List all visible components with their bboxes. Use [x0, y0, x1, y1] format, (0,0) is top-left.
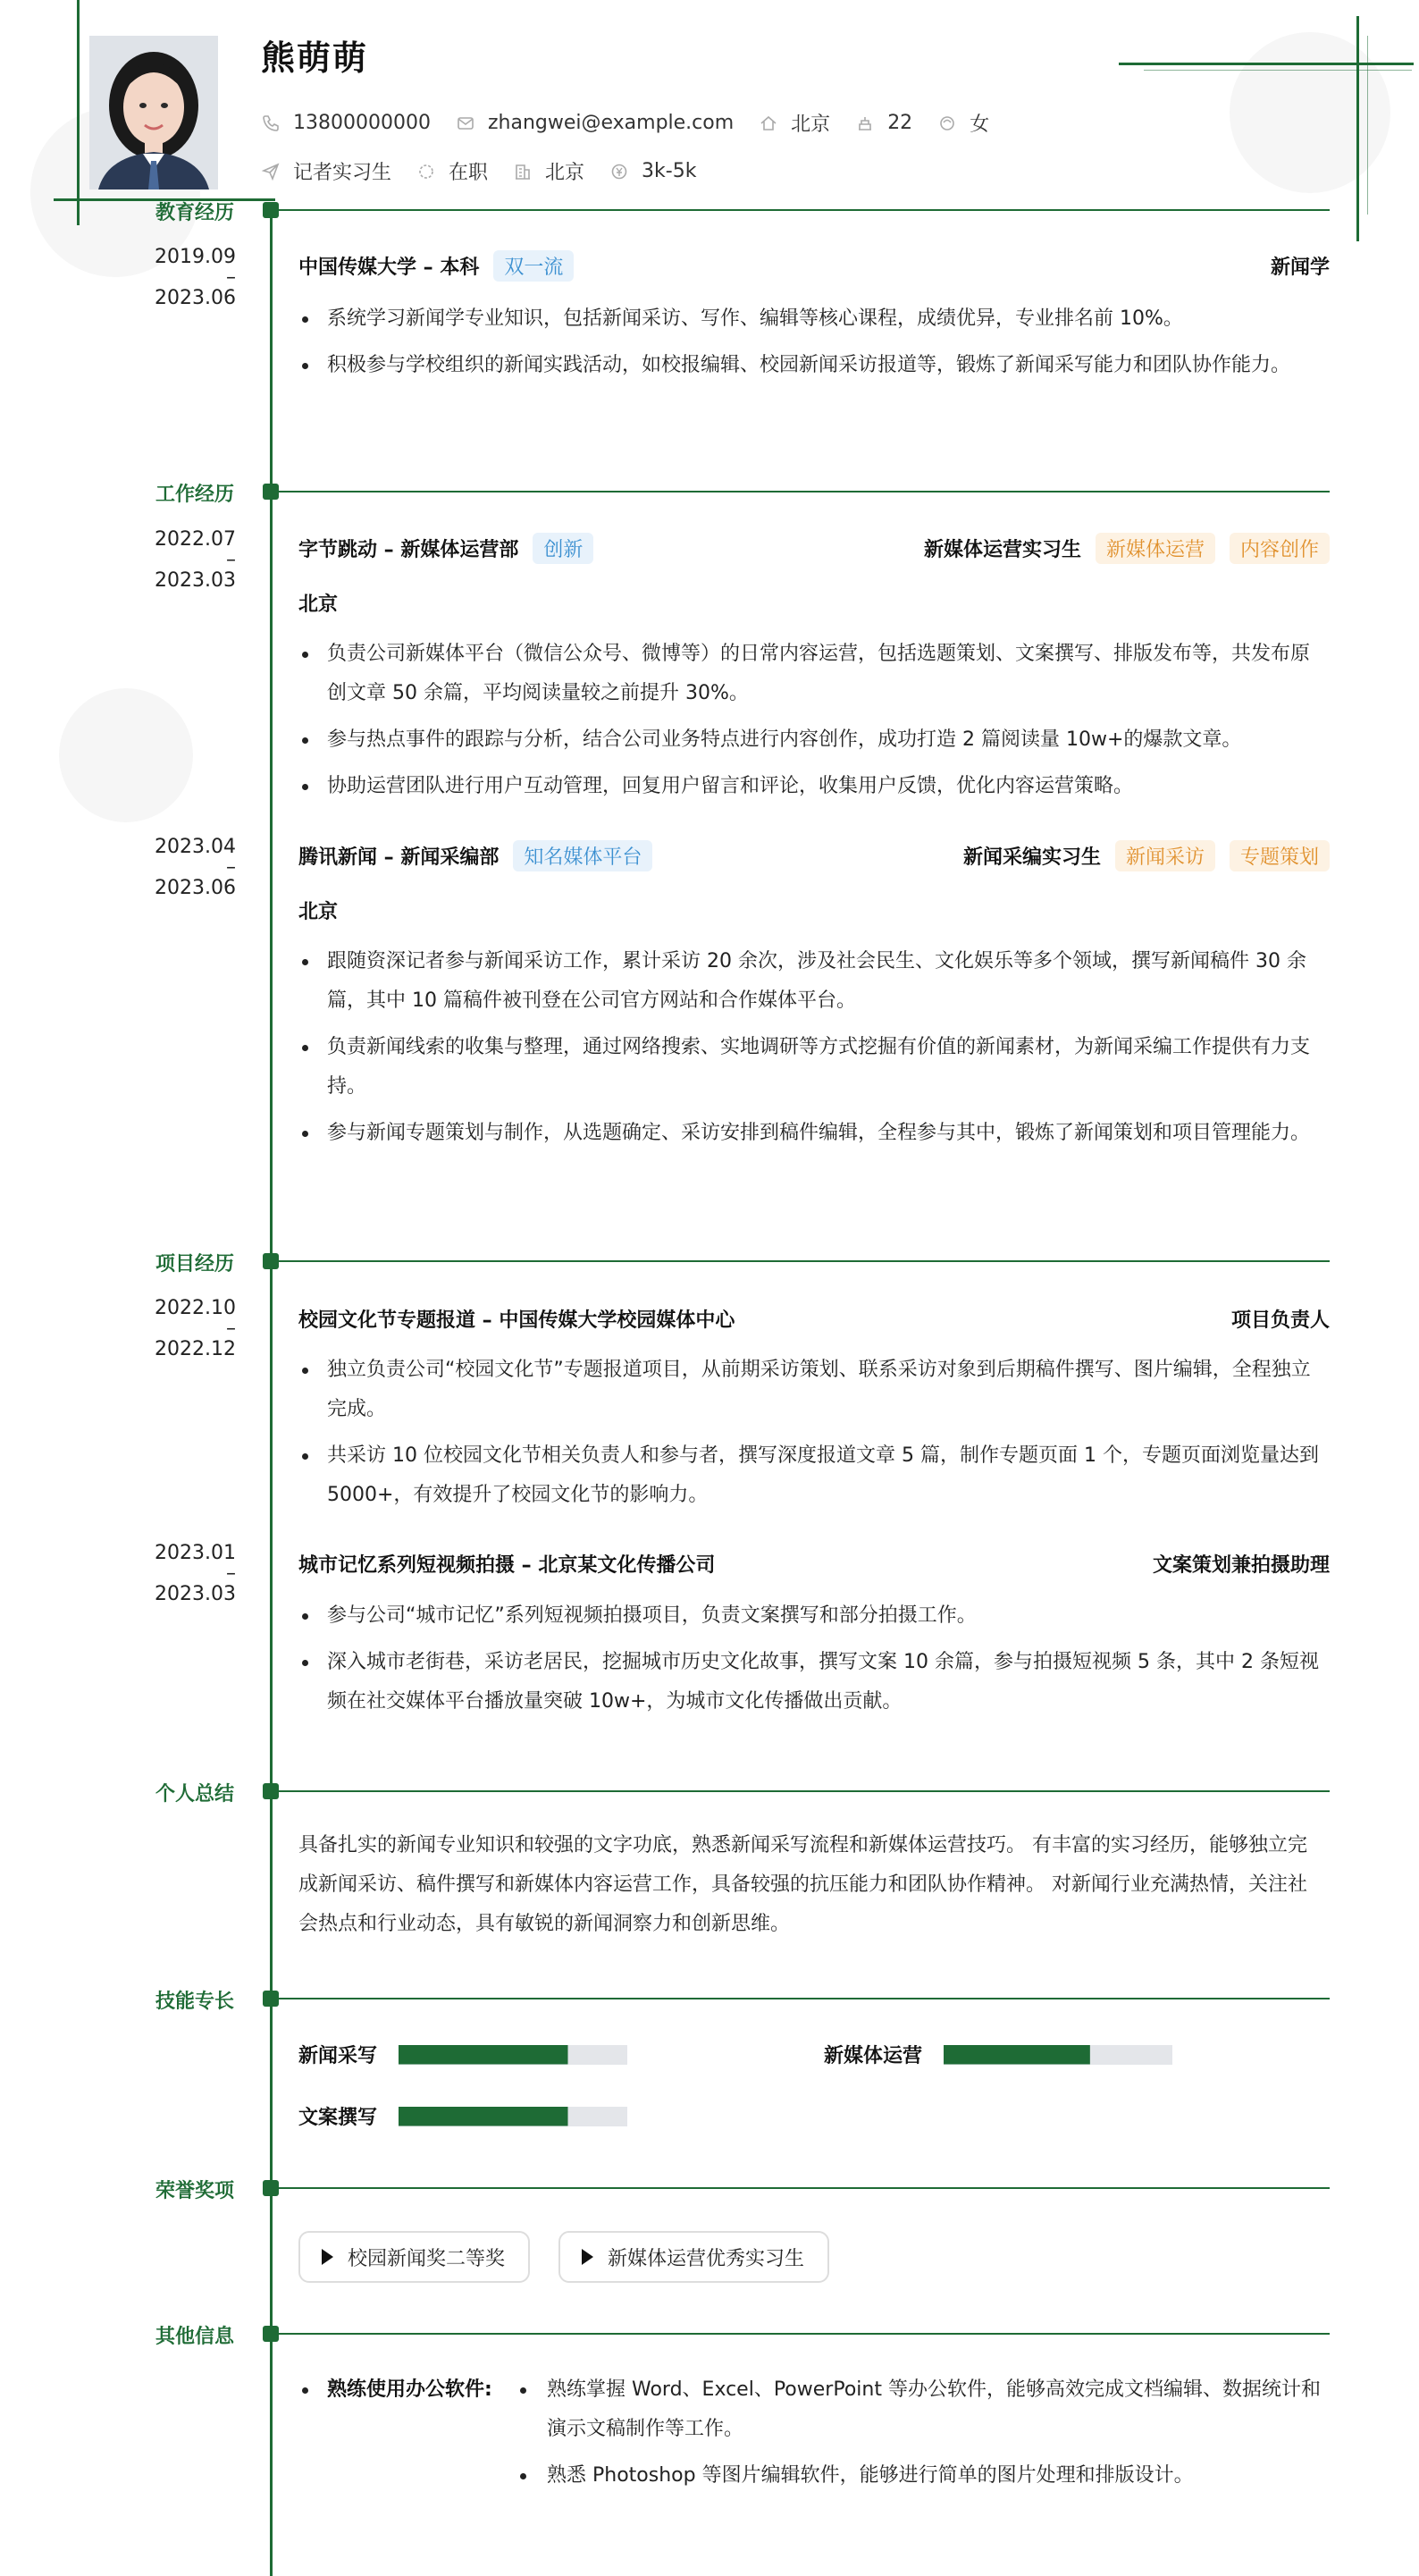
major: 新闻学	[1270, 257, 1330, 279]
skill-bar	[399, 2045, 627, 2065]
list-item: 熟练掌握 Word、Excel、PowerPoint 等办公软件，能够高效完成文档编辑、数据统计和演示文稿制作等工作。	[516, 2370, 1328, 2449]
section-divider	[279, 1260, 1330, 1262]
date-end: 2023.03	[155, 1583, 236, 1605]
skill-item	[298, 2041, 627, 2068]
skill-bar-fill	[399, 2107, 567, 2126]
status-text: 在职	[449, 162, 489, 184]
contact-row	[261, 109, 1014, 137]
target-city-text: 北京	[545, 162, 585, 184]
skill-item	[824, 2041, 1172, 2068]
entry-header	[298, 533, 1330, 564]
candidate-name: 熊萌萌	[261, 38, 369, 78]
list-item: 跟随资深记者参与新闻采访工作，累计采访 20 余次，涉及社会民生、文化娱乐等多个领域，撰写新闻稿件 30 余篇，其中 10 篇稿件被刊登在公司官方网站和合作媒体平台。	[298, 942, 1326, 1021]
section-title-awards: 荣誉奖项	[155, 2180, 234, 2202]
gender-text: 女	[970, 114, 990, 136]
skill-bar	[944, 2045, 1172, 2065]
play-icon	[582, 2249, 593, 2265]
section-divider	[279, 2333, 1330, 2335]
date-sep: –	[226, 549, 236, 571]
section-title-other: 其他信息	[155, 2326, 234, 2348]
bullet-list	[516, 2370, 1328, 2503]
date-sep: –	[226, 266, 236, 289]
entry-date	[143, 247, 236, 308]
mail-icon	[456, 114, 475, 133]
skill-name: 新媒体运营	[824, 2045, 923, 2067]
send-icon	[261, 162, 281, 181]
school-title: 中国传媒大学 – 本科	[298, 257, 480, 279]
decor-circle	[59, 688, 193, 822]
play-icon	[322, 2249, 333, 2265]
section-title-work: 工作经历	[155, 484, 234, 506]
section-divider	[279, 1790, 1330, 1792]
entry-header	[298, 250, 1330, 282]
avatar	[89, 36, 218, 189]
gender-item	[937, 109, 989, 137]
skill-bar-fill	[399, 2045, 567, 2065]
decor-line	[1144, 70, 1412, 71]
date-end: 2023.06	[155, 877, 236, 899]
role-tag: 新闻采访	[1115, 840, 1215, 871]
entry-header	[298, 840, 1330, 871]
entry-header	[298, 1550, 1330, 1578]
award-text: 新媒体运营优秀实习生	[608, 2247, 805, 2270]
section-marker	[263, 1783, 279, 1799]
job-location: 北京	[298, 593, 339, 616]
section-divider	[279, 1998, 1330, 1999]
entry-date	[143, 529, 236, 591]
role-tag: 新媒体运营	[1096, 533, 1215, 564]
section-title-summary: 个人总结	[155, 1783, 234, 1806]
phone-item	[261, 112, 431, 134]
bullet-list	[298, 1351, 1326, 1522]
list-item: 熟悉 Photoshop 等图片编辑软件，能够进行简单的图片处理和排版设计。	[516, 2456, 1328, 2496]
status-icon	[416, 162, 436, 181]
date-sep: –	[226, 1562, 236, 1585]
status-item	[416, 157, 488, 185]
target-job-text: 记者实习生	[293, 162, 392, 184]
entry-header	[298, 1305, 1330, 1333]
entry-date	[143, 837, 236, 898]
age-text: 22	[887, 112, 913, 134]
award-text: 校园新闻奖二等奖	[348, 2247, 506, 2270]
section-title-skills: 技能专长	[155, 1991, 234, 2013]
list-item: 参与新闻专题策划与制作，从选题确定、采访安排到稿件编辑，全程参与其中，锻炼了新闻策划和项目管理能力。	[298, 1114, 1326, 1153]
project-title: 校园文化节专题报道 – 中国传媒大学校园媒体中心	[298, 1309, 735, 1332]
date-start: 2022.07	[155, 528, 236, 551]
bullet-list	[298, 635, 1326, 813]
hometown-text: 北京	[791, 114, 831, 136]
section-divider	[279, 2187, 1330, 2189]
email-text: zhangwei@example.com	[487, 112, 735, 134]
building-icon	[513, 162, 533, 181]
school-tag: 双一流	[493, 250, 574, 282]
job-row	[261, 157, 721, 185]
job-location: 北京	[298, 901, 339, 923]
project-role: 文案策划兼拍摄助理	[1152, 1554, 1330, 1577]
date-start: 2019.09	[155, 246, 236, 268]
company-tag: 创新	[533, 533, 593, 564]
role-tag: 专题策划	[1230, 840, 1330, 871]
section-divider	[279, 491, 1330, 492]
award-badge	[558, 2231, 829, 2283]
company-title: 腾讯新闻 – 新闻采编部	[298, 846, 500, 869]
decor-line	[1356, 16, 1359, 241]
target-job-item	[261, 157, 391, 185]
section-marker	[263, 1991, 279, 2007]
summary-text: 具备扎实的新闻专业知识和较强的文字功底，熟悉新闻采写流程和新媒体运营技巧。 有丰富的实习经历，能够独立完成新闻采访、稿件撰写和新媒体内容运营工作，具备较强的抗压能力和团队协作精神。 对新闻行业充满热情，关注社会热点和行业动态，具有敏锐的新闻洞察力和创新思维。	[298, 1834, 1307, 1935]
date-sep: –	[226, 856, 236, 879]
skill-item	[298, 2102, 627, 2130]
list-item: 积极参与学校组织的新闻实践活动，如校报编辑、校园新闻采访报道等，锻炼了新闻采写能力和团队协作能力。	[298, 346, 1326, 385]
list-item: 协助运营团队进行用户互动管理，回复用户留言和评论，收集用户反馈，优化内容运营策略。	[298, 767, 1326, 806]
email-item	[456, 112, 734, 134]
job-role: 新媒体运营实习生	[923, 539, 1081, 561]
section-marker	[263, 2326, 279, 2342]
list-item: 参与公司“城市记忆”系列短视频拍摄项目，负责文案撰写和部分拍摄工作。	[298, 1596, 1326, 1636]
section-marker	[263, 1253, 279, 1269]
project-role: 项目负责人	[1230, 1309, 1330, 1332]
date-sep: –	[226, 1317, 236, 1340]
list-item: 系统学习新闻学专业知识，包括新闻采访、写作、编辑等核心课程，成绩优异，专业排名前 10%。	[298, 299, 1326, 339]
other-label: 熟练使用办公软件:	[327, 2378, 492, 2401]
list-item: 共采访 10 位校园文化节相关负责人和参与者，撰写深度报道文章 5 篇，制作专题页面 1 个，专题页面浏览量达到 5000+，有效提升了校园文化节的影响力。	[298, 1436, 1326, 1515]
section-marker	[263, 2180, 279, 2196]
age-item	[855, 112, 912, 134]
date-start: 2023.04	[155, 836, 236, 858]
section-divider	[279, 209, 1330, 211]
role-tag: 内容创作	[1230, 533, 1330, 564]
award-badge	[298, 2231, 530, 2283]
list-item: 负责公司新媒体平台（微信公众号、微博等）的日常内容运营，包括选题策划、文案撰写、排版发布等，共发布原创文章 50 余篇，平均阅读量较之前提升 30%。	[298, 635, 1326, 713]
date-end: 2023.06	[155, 287, 236, 309]
entry-date	[143, 1543, 236, 1604]
salary-text: 3k-5k	[642, 160, 697, 182]
hometown-item	[759, 109, 830, 137]
skill-bar	[399, 2107, 627, 2126]
decor-circle	[1230, 32, 1390, 193]
bullet-list	[298, 942, 1326, 1160]
company-title: 字节跳动 – 新媒体运营部	[298, 539, 519, 561]
section-marker	[263, 484, 279, 500]
skill-bar-fill	[944, 2045, 1090, 2065]
money-icon	[609, 162, 629, 181]
skill-name: 文案撰写	[298, 2107, 378, 2129]
gender-icon	[937, 114, 957, 133]
list-item: 参与热点事件的跟踪与分析，结合公司业务特点进行内容创作，成功打造 2 篇阅读量 10w+的爆款文章。	[298, 720, 1326, 760]
section-title-project: 项目经历	[155, 1253, 234, 1275]
bullet-list	[298, 299, 1326, 392]
home-icon	[759, 114, 778, 133]
date-start: 2023.01	[155, 1542, 236, 1564]
section-title-education: 教育经历	[155, 202, 234, 224]
list-item: 负责新闻线索的收集与整理，通过网络搜索、实地调研等方式挖掘有价值的新闻素材，为新闻采编工作提供有力支持。	[298, 1028, 1326, 1107]
date-end: 2023.03	[155, 569, 236, 592]
date-end: 2022.12	[155, 1338, 236, 1360]
age-icon	[855, 114, 875, 133]
timeline-line	[270, 206, 273, 2576]
decor-line	[1367, 36, 1368, 215]
bullet-list	[298, 1596, 1326, 1729]
phone-text: 13800000000	[293, 112, 431, 134]
decor-line	[77, 0, 80, 225]
target-city-item	[513, 157, 584, 185]
section-marker	[263, 202, 279, 218]
phone-icon	[261, 114, 281, 133]
company-tag: 知名媒体平台	[513, 840, 652, 871]
decor-line	[1119, 63, 1414, 65]
entry-date	[143, 1298, 236, 1360]
salary-item	[609, 160, 696, 182]
list-item: 独立负责公司“校园文化节”专题报道项目，从前期采访策划、联系采访对象到后期稿件撰写、图片编辑，全程独立完成。	[298, 1351, 1326, 1429]
date-start: 2022.10	[155, 1297, 236, 1319]
skill-name: 新闻采写	[298, 2045, 378, 2067]
bullet-dot	[302, 2387, 308, 2394]
project-title: 城市记忆系列短视频拍摄 – 北京某文化传播公司	[298, 1554, 716, 1577]
job-role: 新闻采编实习生	[962, 846, 1101, 869]
list-item: 深入城市老街巷，采访老居民，挖掘城市历史文化故事，撰写文案 10 余篇，参与拍摄短视频 5 条，其中 2 条短视频在社交媒体平台播放量突破 10w+，为城市文化传播做出贡献。	[298, 1643, 1326, 1722]
